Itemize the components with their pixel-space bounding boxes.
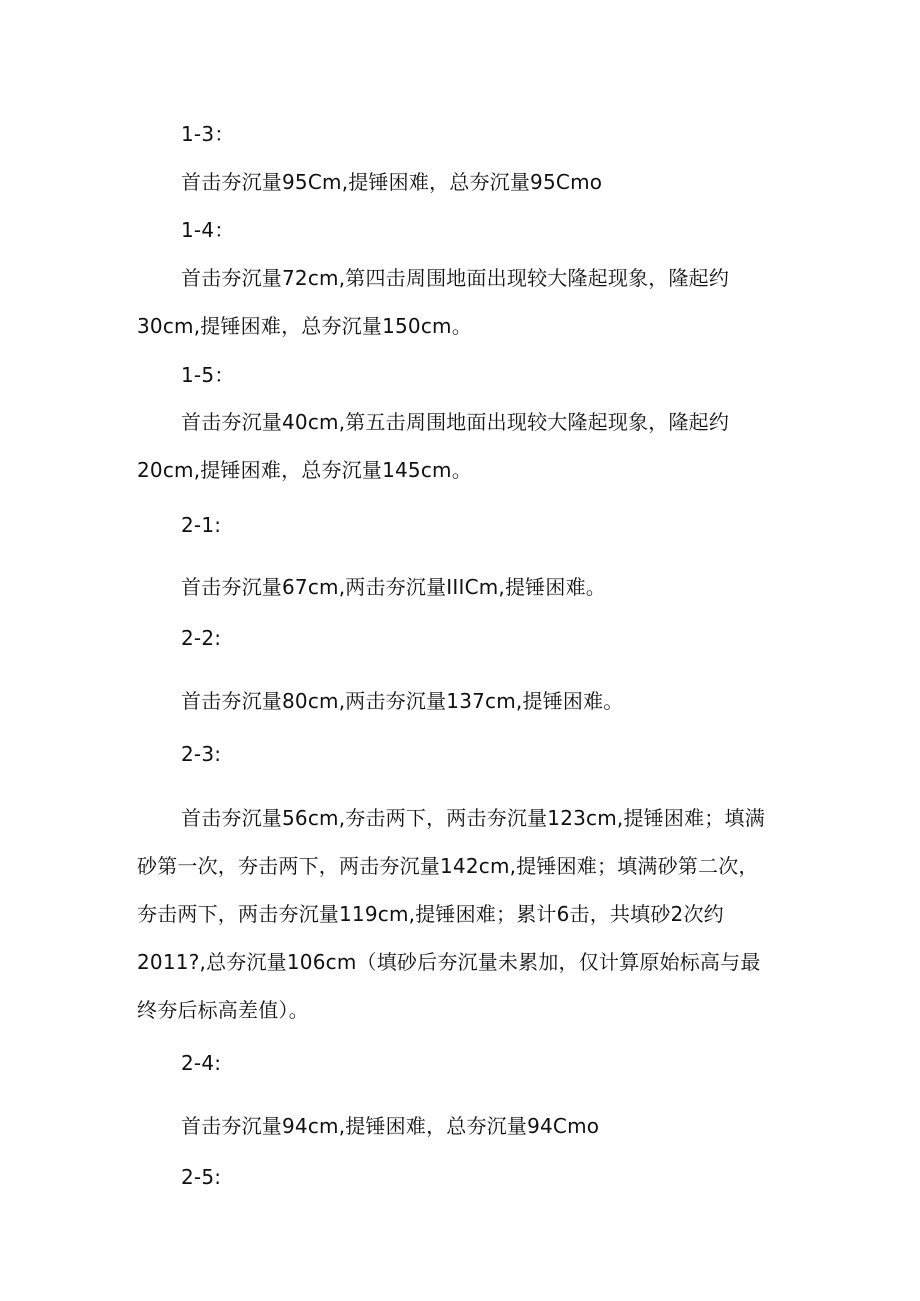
entry-label-2-2: 2-2:	[181, 626, 222, 650]
entry-label-2-5: 2-5:	[181, 1165, 222, 1189]
entry-text-2-3-line-5: 终夯后标高差值）。	[137, 998, 309, 1022]
entry-text-2-3-line-1: 首击夯沉量56cm,夯击两下，两击夯沉量123cm,提锤困难；填满	[181, 806, 765, 830]
entry-text-2-3-line-2: 砂第一次，夯击两下，两击夯沉量142cm,提锤困难；填满砂第二次，	[137, 854, 759, 878]
entry-text-1-5-line-2: 20cm,提锤困难，总夯沉量145cm。	[137, 458, 472, 482]
entry-label-1-5: 1-5：	[181, 363, 235, 387]
entry-label-2-1: 2-1:	[181, 513, 222, 537]
entry-label-1-3: 1-3：	[181, 122, 235, 146]
entry-text-1-5-line-1: 首击夯沉量40cm,第五击周围地面出现较大隆起现象，隆起约	[181, 410, 730, 434]
entry-text-1-4-line-2: 30cm,提锤困难，总夯沉量150cm。	[137, 314, 472, 338]
entry-text-2-1-line-1: 首击夯沉量67cm,两击夯沉量IIICm,提锤困难。	[181, 575, 606, 599]
entry-text-2-2-line-1: 首击夯沉量80cm,两击夯沉量137cm,提锤困难。	[181, 689, 624, 713]
entry-text-1-4-line-1: 首击夯沉量72cm,第四击周围地面出现较大隆起现象，隆起约	[181, 266, 730, 290]
entry-text-2-3-line-4: 2011?,总夯沉量106cm（填砂后夯沉量未累加，仅计算原始标高与最	[137, 950, 761, 974]
entry-label-1-4: 1-4：	[181, 218, 235, 242]
entry-label-2-3: 2-3:	[181, 742, 222, 766]
entry-text-1-3-line-1: 首击夯沉量95Cm,提锤困难，总夯沉量95Cmo	[181, 170, 603, 194]
entry-text-2-3-line-3: 夯击两下，两击夯沉量119cm,提锤困难；累计6击，共填砂2次约	[137, 902, 724, 926]
entry-label-2-4: 2-4:	[181, 1051, 222, 1075]
entry-text-2-4-line-1: 首击夯沉量94cm,提锤困难，总夯沉量94Cmo	[181, 1114, 600, 1138]
